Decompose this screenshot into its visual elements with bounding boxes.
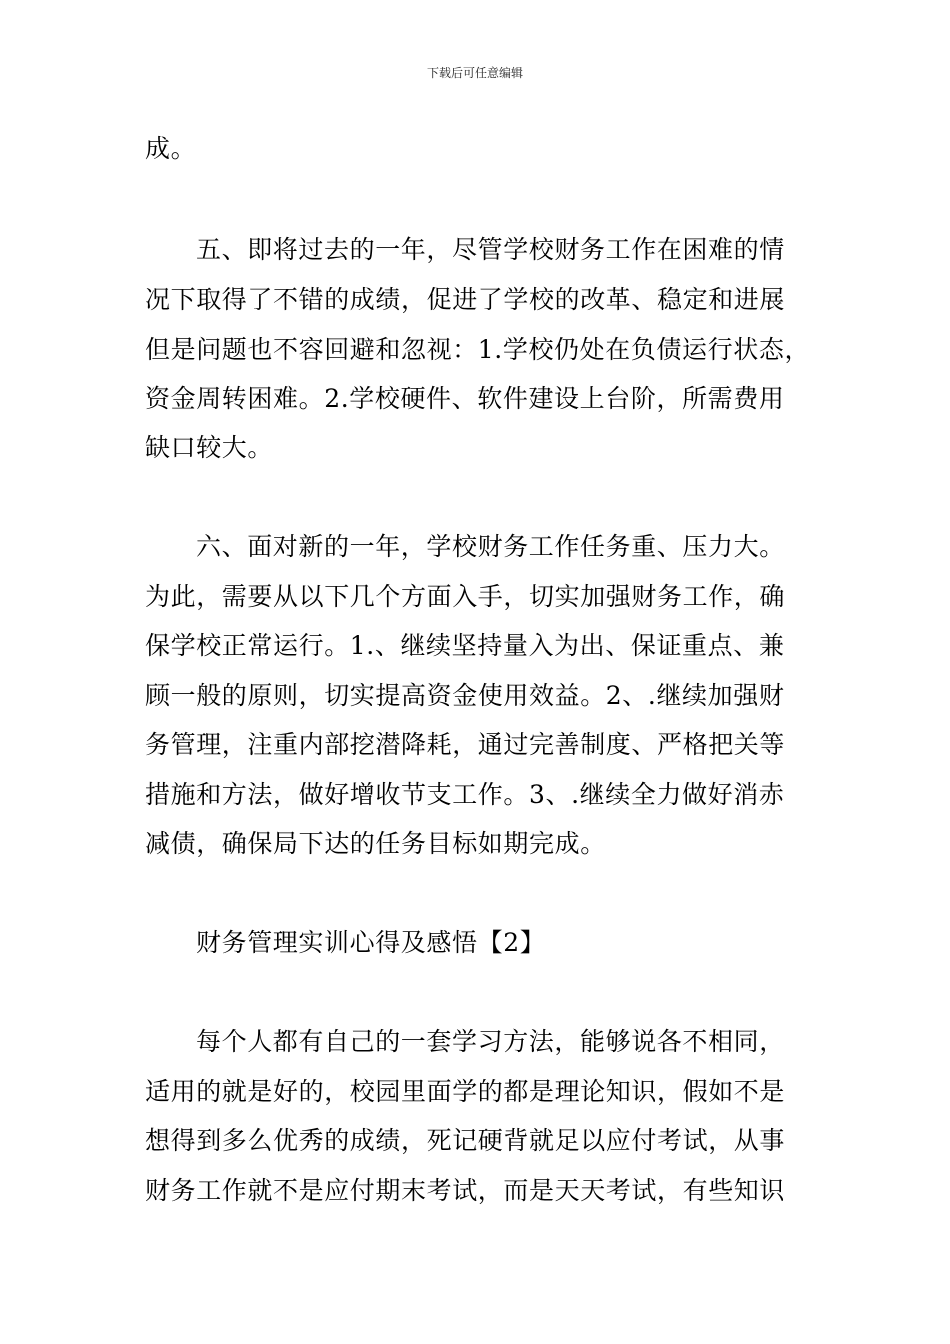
body-line: 顾一般的原则，切实提高资金使用效益。2、.继续加强财 xyxy=(145,681,785,710)
body-line: 减债，确保局下达的任务目标如期完成。 xyxy=(145,829,606,858)
body-line: 为此，需要从以下几个方面入手，切实加强财务工作，确 xyxy=(145,582,786,611)
body-line: 成。 xyxy=(145,134,197,163)
body-line: 保学校正常运行。1.、继续坚持量入为出、保证重点、兼 xyxy=(145,631,785,660)
section-heading: 财务管理实训心得及感悟【2】 xyxy=(196,928,546,957)
body-line: 想得到多么优秀的成绩，死记硬背就足以应付考试，从事 xyxy=(145,1126,786,1155)
page-header: 下载后可任意编辑 xyxy=(426,66,523,80)
body-line: 资金周转困难。2.学校硬件、软件建设上台阶，所需费用 xyxy=(145,384,785,413)
body-line: 但是问题也不容回避和忽视：1.学校仍处在负债运行状态， xyxy=(145,335,811,364)
body-line: 缺口较大。 xyxy=(145,433,274,462)
body-line: 五、即将过去的一年，尽管学校财务工作在困难的情 xyxy=(196,235,785,264)
body-line: 况下取得了不错的成绩，促进了学校的改革、稳定和进展 xyxy=(145,285,786,314)
body-line: 务管理，注重内部挖潜降耗，通过完善制度、严格把关等 xyxy=(145,730,786,759)
body-line: 财务工作就不是应付期末考试，而是天天考试，有些知识 xyxy=(145,1176,786,1205)
body-line: 六、面对新的一年，学校财务工作任务重、压力大。 xyxy=(196,532,785,561)
body-line: 每个人都有自己的一套学习方法，能够说各不相同， xyxy=(196,1027,785,1056)
body-line: 适用的就是好的，校园里面学的都是理论知识，假如不是 xyxy=(145,1077,786,1106)
body-line: 措施和方法，做好增收节支工作。3、.继续全力做好消赤 xyxy=(145,780,785,809)
